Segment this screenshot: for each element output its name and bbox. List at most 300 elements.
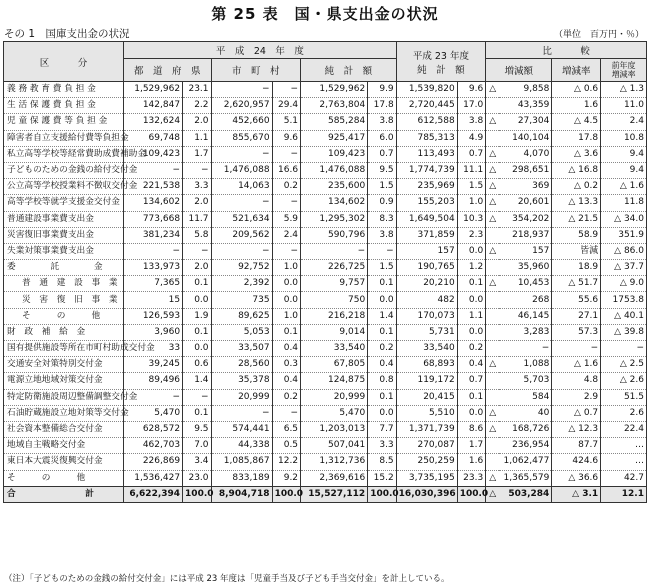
cell: 157 [396,243,457,259]
cell: 9.5 [368,162,396,178]
cell: 462,703 [124,438,183,454]
cell: 33,540 [301,341,368,357]
table-row [4,243,647,259]
cell: 46,145 [499,308,552,324]
cell: 216,218 [301,308,368,324]
cell: 0.1 [368,324,396,340]
cell [486,227,499,243]
cell: 23.1 [183,82,211,98]
cell: 521,634 [211,211,272,227]
cell: 0.7 [457,146,486,162]
cell: 0.2 [272,389,300,405]
cell: 424.6 [552,454,601,470]
cell: 6.0 [368,130,396,146]
cell: 1,476,088 [301,162,368,178]
cell: 1.7 [457,438,486,454]
table-row [4,276,647,292]
cell: 155,203 [396,195,457,211]
cell: △ 13.3 [552,195,601,211]
cell: 2,369,616 [301,470,368,486]
cell: 503,284 [499,486,552,502]
cell: 134,602 [301,195,368,211]
cell: 157 [499,243,552,259]
table-title: 第 25 表 国・県支出金の状況 [211,5,439,23]
cell: △ 4.5 [552,114,601,130]
cell: 381,234 [124,227,183,243]
table-row [4,405,647,421]
cell: 1.0 [272,260,300,276]
cell: 29.4 [272,98,300,114]
cell: 100.0 [272,486,300,502]
cell: △ [486,357,499,373]
cell: △ 16.8 [552,162,601,178]
cell: △ 2.6 [601,373,647,389]
cell: 3.8 [457,114,486,130]
cell: 2.3 [457,227,486,243]
cell: 14,063 [211,179,272,195]
cell: − [211,195,272,211]
cell: 5,731 [396,324,457,340]
cell: 20,601 [499,195,552,211]
header-zennendo [601,59,647,82]
cell: 10,453 [499,276,552,292]
cell: 590,796 [301,227,368,243]
cell: 100.0 [457,486,486,502]
cell: 0.1 [368,389,396,405]
cell: 369 [499,179,552,195]
cell: △ 3.1 [552,486,601,502]
cell: 126,593 [124,308,183,324]
cell: 1.7 [183,146,211,162]
cell: 3.4 [183,454,211,470]
cell: 20,415 [396,389,457,405]
cell: − [272,146,300,162]
row-label: 合 計 [4,486,124,502]
cell: − [124,389,183,405]
cell: 20,999 [301,389,368,405]
cell [486,98,499,114]
row-label: 高等学校等就学支援金交付金 [4,195,124,211]
cell: △ 36.6 [552,470,601,486]
cell: 0.6 [183,357,211,373]
cell: △ 1.6 [552,357,601,373]
cell: 5,470 [301,405,368,421]
cell: △ 0.2 [552,179,601,195]
cell: 44,338 [211,438,272,454]
cell [486,260,499,276]
cell: △ [486,421,499,437]
cell: 42.7 [601,470,647,486]
cell: 17.0 [457,98,486,114]
cell: 0.8 [368,373,396,389]
row-label: 国有提供施設等所在市町村助成交付金 [4,341,124,357]
cell: 1.4 [183,373,211,389]
cell: 4,070 [499,146,552,162]
cell: 612,588 [396,114,457,130]
cell: 5,053 [211,324,272,340]
cell: 226,725 [301,260,368,276]
cell: 0.0 [457,405,486,421]
cell: 1,088 [499,357,552,373]
cell: − [124,243,183,259]
cell: 1,371,739 [396,421,457,437]
cell [486,373,499,389]
cell: 0.1 [183,324,211,340]
table-body [4,82,647,503]
cell: 27.1 [552,308,601,324]
cell: △ 34.0 [601,211,647,227]
cell: 3,960 [124,324,183,340]
cell: 15,527,112 [301,486,368,502]
row-label: 失業対策事業費支出金 [4,243,124,259]
cell [486,341,499,357]
header-todofuken: 都 道 府 県 [124,59,211,82]
cell: 2.4 [601,114,647,130]
cell: 1,312,736 [301,454,368,470]
cell [486,324,499,340]
row-label: 児 童 保 護 費 等 負 担 金 [4,114,124,130]
cell: 28,560 [211,357,272,373]
cell: 134,602 [124,195,183,211]
cell: 15 [124,292,183,308]
cell: 750 [301,292,368,308]
table-row [4,357,647,373]
cell: 2,720,445 [396,98,457,114]
cell: 109,423 [124,146,183,162]
cell: △ 37.7 [601,260,647,276]
cell: 16,030,396 [396,486,457,502]
cell: 0.0 [272,276,300,292]
cell: 5.1 [272,114,300,130]
cell: 132,624 [124,114,183,130]
cell: 221,538 [124,179,183,195]
cell: 7.7 [368,421,396,437]
table-row [4,162,647,178]
cell: 3,735,195 [396,470,457,486]
cell: 268 [499,292,552,308]
cell: 2.4 [272,227,300,243]
cell: 1753.8 [601,292,647,308]
cell: 3.8 [368,114,396,130]
cell: − [183,243,211,259]
cell: 27,304 [499,114,552,130]
cell: 0.1 [457,276,486,292]
cell: 35,960 [499,260,552,276]
cell: 170,073 [396,308,457,324]
cell: 11.8 [601,195,647,211]
cell: 0.1 [272,324,300,340]
cell: − [272,82,300,98]
cell: 354,202 [499,211,552,227]
row-label: 交通安全対策特別交付金 [4,357,124,373]
cell: 1.6 [457,454,486,470]
table-row [4,130,647,146]
cell: 925,417 [301,130,368,146]
cell: 482 [396,292,457,308]
cell: 87.7 [552,438,601,454]
cell: 17.8 [552,130,601,146]
row-label: 普 通 建 設 事 業 [4,276,124,292]
cell: △ 21.5 [552,211,601,227]
cell: 785,313 [396,130,457,146]
table-row [4,341,647,357]
table-row [4,438,647,454]
cell: 124,875 [301,373,368,389]
cell: − [601,341,647,357]
table-row [4,179,647,195]
header-zennendo-line1: 前年度 [611,61,636,70]
cell: 9.5 [183,421,211,437]
cell: 0.1 [368,276,396,292]
cell: 2.9 [552,389,601,405]
header-shichoson: 市 町 村 [211,59,301,82]
cell: 0.1 [183,276,211,292]
header-h23-line2: 純 計 額 [417,64,465,76]
cell: 16.6 [272,162,300,178]
cell: 0.0 [272,292,300,308]
cell: 351.9 [601,227,647,243]
table-row [4,308,647,324]
cell: − [211,82,272,98]
cell: 9.6 [272,130,300,146]
cell: 40 [499,405,552,421]
cell: 7,365 [124,276,183,292]
cell: − [211,405,272,421]
table-row [4,98,647,114]
cell: 235,969 [396,179,457,195]
cell: 67,805 [301,357,368,373]
cell: 235,600 [301,179,368,195]
table-row [4,227,647,243]
cell: 20,210 [396,276,457,292]
cell: 1,062,477 [499,454,552,470]
cell: 3.3 [183,179,211,195]
cell: 142,847 [124,98,183,114]
cell: 6.5 [272,421,300,437]
cell: 1.5 [457,179,486,195]
cell: 57.3 [552,324,601,340]
table-row [4,195,647,211]
cell: 0.7 [457,373,486,389]
header-zogenritsu: 増減率 [552,59,601,82]
cell: 7.0 [183,438,211,454]
cell: 1,774,739 [396,162,457,178]
cell: 0.0 [183,292,211,308]
cell [486,454,499,470]
unit-label: （単位 百万円・％） [553,30,644,40]
cell: 9.4 [601,146,647,162]
cell: △ [486,470,499,486]
cell: △ [486,486,499,502]
row-label: 災害復旧事業費支出金 [4,227,124,243]
cell: 0.2 [272,179,300,195]
table-row [4,389,647,405]
row-label: 石油貯蔵施設立地対策等交付金 [4,405,124,421]
cell: − [301,243,368,259]
cell: − [211,146,272,162]
cell: △ 2.5 [601,357,647,373]
cell: 0.0 [183,341,211,357]
table-row [4,211,647,227]
cell: 1.9 [183,308,211,324]
cell: 168,726 [499,421,552,437]
cell: 100.0 [368,486,396,502]
table-row [4,114,647,130]
cell: 2,620,957 [211,98,272,114]
cell: 0.2 [368,341,396,357]
cell: 1,529,962 [124,82,183,98]
cell: △ 1.6 [601,179,647,195]
cell: △ 12.3 [552,421,601,437]
cell: 1.1 [457,308,486,324]
cell: 58.9 [552,227,601,243]
cell: 3.3 [368,438,396,454]
cell: 0.4 [457,357,486,373]
cell: △ 3.6 [552,146,601,162]
cell: 6,622,394 [124,486,183,502]
row-label: 障害者自立支援給付費等負担金 [4,130,124,146]
header-h23 [396,42,486,82]
cell: 39,245 [124,357,183,373]
cell: 236,954 [499,438,552,454]
cell [486,130,499,146]
row-label: 社会資本整備総合交付金 [4,421,124,437]
table-subtitle: その 1 国庫支出金の状況 [4,28,130,40]
table-row [4,486,647,502]
header-zogengaku: 増減額 [486,59,552,82]
cell: △ [486,114,499,130]
cell: 109,423 [301,146,368,162]
cell: △ [486,195,499,211]
cell: △ [486,405,499,421]
cell: − [499,341,552,357]
cell: 735 [211,292,272,308]
cell: △ [486,162,499,178]
cell: − [272,243,300,259]
cell: 1.4 [368,308,396,324]
cell: 833,189 [211,470,272,486]
cell [486,438,499,454]
cell: 51.5 [601,389,647,405]
row-label: 委 託 金 [4,260,124,276]
cell: 585,284 [301,114,368,130]
cell: 1.5 [368,179,396,195]
cell: 12.1 [601,486,647,502]
row-label: 電源立地地域対策交付金 [4,373,124,389]
cell: 33,507 [211,341,272,357]
cell: 0.7 [368,146,396,162]
row-label: 災 害 復 旧 事 業 [4,292,124,308]
table-row [4,454,647,470]
cell: 113,493 [396,146,457,162]
cell: 1.0 [272,308,300,324]
cell [486,389,499,405]
cell: 0.0 [457,324,486,340]
table-row [4,470,647,486]
cell: 4.9 [457,130,486,146]
cell: 209,562 [211,227,272,243]
header-junkei: 純 計 額 [301,59,397,82]
cell: 140,104 [499,130,552,146]
row-label: 私立高等学校等経常費助成費補助金 [4,146,124,162]
header-zennendo-line2: 増減率 [611,70,636,79]
cell: 2,763,804 [301,98,368,114]
cell: △ [486,243,499,259]
cell: 皆減 [552,243,601,259]
cell: 0.5 [272,438,300,454]
cell: − [183,389,211,405]
cell: 9.4 [601,162,647,178]
cell: 584 [499,389,552,405]
cell: 2,392 [211,276,272,292]
cell: 10.8 [601,130,647,146]
cell: 0.0 [457,292,486,308]
row-label: 地域自主戦略交付金 [4,438,124,454]
cell: 226,869 [124,454,183,470]
cell: 15.2 [368,470,396,486]
cell: 1.1 [183,130,211,146]
cell: 8.3 [368,211,396,227]
cell: 0.1 [457,389,486,405]
cell: 855,670 [211,130,272,146]
cell: 1.5 [368,260,396,276]
cell: 9.2 [272,470,300,486]
cell: 1,295,302 [301,211,368,227]
cell: 507,041 [301,438,368,454]
cell: 0.0 [368,292,396,308]
cell: 0.4 [272,373,300,389]
cell: 9,757 [301,276,368,292]
cell: 11.0 [601,98,647,114]
cell: 8.6 [457,421,486,437]
table-row [4,82,647,98]
row-label: 公立高等学校授業料不徴収交付金 [4,179,124,195]
row-label: 財 政 補 給 金 [4,324,124,340]
cell: 218,937 [499,227,552,243]
cell: △ [486,146,499,162]
cell: 452,660 [211,114,272,130]
cell: 3,283 [499,324,552,340]
cell: 0.9 [368,195,396,211]
table-row [4,421,647,437]
cell: 0.4 [272,341,300,357]
cell: △ 0.7 [552,405,601,421]
cell: 2.0 [183,114,211,130]
cell: 2.0 [183,195,211,211]
cell: 1,365,579 [499,470,552,486]
cell: 0.3 [272,357,300,373]
cell: 5,510 [396,405,457,421]
row-label: そ の 他 [4,308,124,324]
cell: … [601,454,647,470]
cell [486,292,499,308]
cell: 1.2 [457,260,486,276]
cell: △ 40.1 [601,308,647,324]
header-h23-line1: 平成 23 年度 [412,50,469,62]
cell: 9.6 [457,82,486,98]
cell: 12.2 [272,454,300,470]
cell: − [272,195,300,211]
cell: 1,529,962 [301,82,368,98]
cell: 4.8 [552,373,601,389]
cell: 1,536,427 [124,470,183,486]
cell: 8.5 [368,454,396,470]
cell: 0.2 [457,341,486,357]
row-label: 普通建設事業費支出金 [4,211,124,227]
cell: 55.6 [552,292,601,308]
table-row [4,292,647,308]
cell: − [552,341,601,357]
